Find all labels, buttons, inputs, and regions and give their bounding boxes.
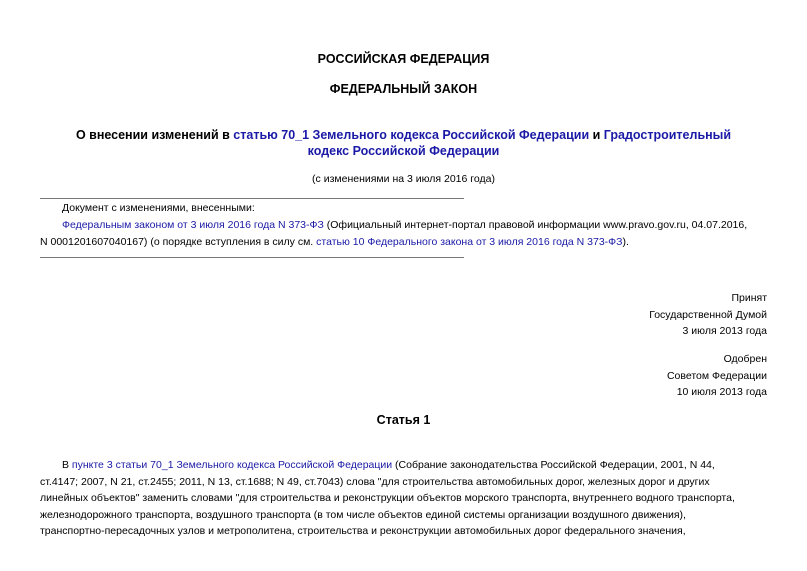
article-line-3: линейных объектов" заменить словами "для строительства и реконструкции объектов морского транспорта, внутреннего водного транспорта,: [40, 492, 735, 504]
title-link-urban-code-2[interactable]: кодекс Российской Федерации: [307, 144, 500, 158]
article-line-5: транспортно-пересадочных узлов и метрополитена, строительства и реконструкции автомобильных дорог федерального значения,: [40, 525, 686, 537]
changes-line-1: [40, 217, 766, 234]
article-body: [40, 457, 766, 540]
changes-intro: Документ с изменениями, внесенными:: [62, 202, 255, 214]
article-line-2: ст.4147; 2007, N 21, ст.2455; 2011, N 13, ст.1688; N 49, ст.7043) слова "для строительства автомобильных дорог, железных дорог и других: [40, 475, 710, 488]
article-body-link[interactable]: пункте 3 статьи 70_1 Земельного кодекса Российской Федерации: [71, 459, 393, 471]
revision-note: (с изменениями на 3 июля 2016 года): [312, 173, 495, 185]
adopted-block: [649, 290, 767, 340]
adopted-line-1: Принят: [731, 292, 767, 304]
changes-law-link[interactable]: Федеральным законом от 3 июля 2016 года N 373-ФЗ: [62, 219, 324, 231]
document-type-heading: ФЕДЕРАЛЬНЫЙ ЗАКОН: [329, 82, 478, 96]
approved-line-1: Одобрен: [723, 353, 767, 365]
approved-block: [667, 351, 767, 401]
article-line-1-rest: (Собрание законодательства Российской Федерации, 2001, N 44,: [392, 459, 715, 471]
changes-text-end: ).: [622, 236, 629, 248]
changes-article-link[interactable]: статью 10 Федерального закона от 3 июля 2016 года N 373-ФЗ: [316, 236, 623, 248]
article-line-1: [40, 457, 766, 474]
title-link-land-code[interactable]: статью 70_1 Земельного кодекса Российской Федерации: [233, 128, 590, 142]
approved-line-3: 10 июля 2013 года: [676, 386, 767, 398]
title-prefix: О внесении изменений в: [75, 128, 234, 142]
title-link-urban-code-1[interactable]: Градостроительный: [603, 128, 732, 142]
article-start: В: [62, 459, 72, 471]
changes-line-2: [40, 234, 766, 251]
approved-line-2: Советом Федерации: [666, 369, 767, 382]
bottom-divider: [40, 257, 464, 258]
adopted-line-2: Государственной Думой: [649, 308, 767, 321]
top-divider: [40, 198, 464, 199]
changes-text-a: (Официальный интернет-портал правовой информации www.pravo.gov.ru, 04.07.2016,: [323, 219, 748, 231]
article-title: Статья 1: [376, 413, 431, 427]
adopted-line-3: 3 июля 2013 года: [682, 325, 767, 337]
changes-box: [40, 200, 766, 251]
changes-text-b: N 0001201607040167) (о порядке вступления в силу см.: [40, 236, 317, 248]
law-title: [0, 127, 807, 159]
country-heading: РОССИЙСКАЯ ФЕДЕРАЦИЯ: [317, 52, 490, 66]
article-line-4: железнодорожного транспорта, воздушного транспорта (в том числе объектов единой системы организации воздушного движения),: [40, 508, 686, 521]
title-middle: и: [589, 128, 604, 142]
